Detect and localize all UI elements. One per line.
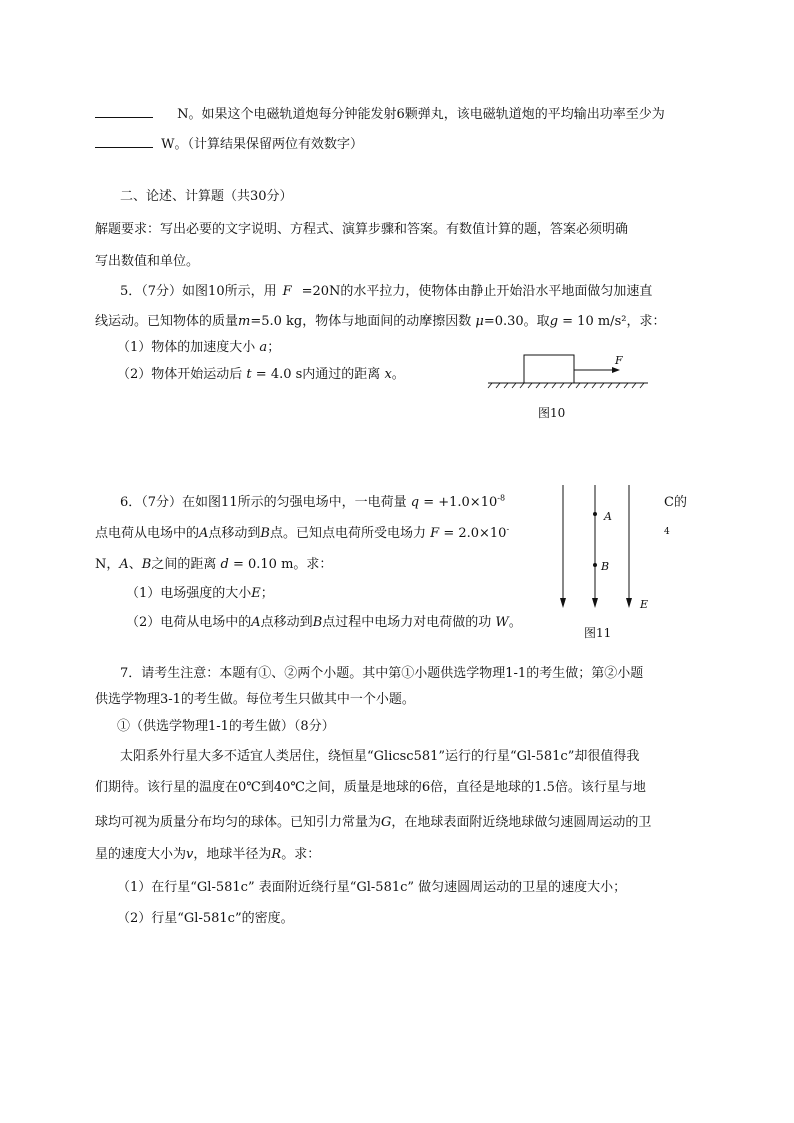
- figure-11-caption: 图11: [584, 626, 612, 640]
- field-label-e: E: [640, 598, 649, 611]
- q7-sub-1: （1）在行星“Gl-581c” 表面附近绕行星“Gl-581c” 做匀速圆周运动的卫星的速度大小；: [117, 880, 627, 895]
- q4-answer-line-1: N。如果这个电磁轨道炮每分钟能发射6颗弹丸，该电磁轨道炮的平均输出功率至少为: [95, 106, 665, 123]
- q6-exponent-tail: 4: [664, 527, 670, 537]
- field-line-1: [560, 485, 566, 608]
- answer-blank[interactable]: [95, 106, 153, 118]
- field-line-2: [592, 485, 598, 608]
- instructions-line-1: 解题要求：写出必要的文字说明、方程式、演算步骤和答案。有数值计算的题，答案必须明确: [95, 222, 629, 237]
- q4-answer-line-2: W。（计算结果保留两位有效数字）: [95, 136, 363, 153]
- q7-para-2: 们期待。该行星的温度在0℃到40℃之间，质量是地球的6倍，直径是地球的1.5倍。该行星与地: [95, 780, 646, 795]
- q6-sub-2: （2）电荷从电场中的A点移动到B点过程中电场力对电荷做的功 W。: [126, 615, 522, 630]
- ground-hatch: [488, 383, 644, 388]
- q5-sub-1: （1）物体的加速度大小 a；: [117, 340, 281, 355]
- figure-11: [550, 485, 660, 615]
- q5-line-2: 线运动。已知物体的质量m=5.0 kg，物体与地面间的动摩擦因数 μ=0.30。取g = 10 m/s²，求：: [95, 314, 666, 329]
- point-a: [593, 512, 597, 516]
- q7-para-1: 太阳系外行星大多不适宜人类居住，绕恒星“Glicsc581”运行的行星“Gl-581c”却很值得我: [120, 749, 640, 764]
- q5-line-1: 5．（7分）如图10所示，用 F =20N的水平拉力，使物体由静止开始沿水平地面做匀加速直: [120, 284, 653, 299]
- q7-para-3: 球均可视为质量分布均匀的球体。已知引力常量为G，在地球表面附近绕地球做匀速圆周运动的卫: [95, 815, 652, 830]
- figure-10: [488, 350, 648, 390]
- q7-sub-title: ①（供选学物理1-1的考生做）（8分）: [117, 719, 335, 734]
- q7-line-2: 供选学物理3-1的考生做。每位考生只做其中一个小题。: [95, 692, 415, 707]
- point-b-label: B: [601, 560, 610, 573]
- force-label: F: [615, 354, 623, 367]
- force-arrowhead: [612, 367, 620, 373]
- q6-unit-c: C的: [664, 495, 687, 510]
- q6-line-2: 点电荷从电场中的A点移动到B点。已知点电荷所受电场力 F = 2.0×10-: [95, 524, 510, 541]
- field-line-3: [626, 485, 632, 608]
- q6-line-1: 6．（7分）在如图11所示的匀强电场中，一电荷量 $q = +1.0\times 10^{-8}$: [120, 493, 506, 510]
- figure-10-caption: 图10: [538, 406, 566, 420]
- q6-sub-1: （1）电场强度的大小E；: [126, 586, 274, 601]
- point-a-label: A: [604, 510, 612, 523]
- q7-line-1: 7．请考生注意：本题有①、②两个小题。其中第①小题供选学物理1-1的考生做；第②小题: [120, 666, 644, 681]
- point-b: [593, 563, 597, 567]
- q6-line-3: N，A、B之间的距离 d = 0.10 m。求：: [95, 557, 333, 572]
- block: [524, 355, 574, 383]
- q5-sub-2: （2）物体开始运动后 t = 4.0 s内通过的距离 x。: [117, 367, 405, 382]
- q7-sub-2: （2）行星“Gl-581c”的密度。: [117, 911, 294, 926]
- answer-blank[interactable]: [95, 136, 153, 148]
- section-title: 二、论述、计算题（共30分）: [120, 189, 293, 204]
- instructions-line-2: 写出数值和单位。: [95, 254, 200, 269]
- q7-para-4: 星的速度大小为v，地球半径为R。求：: [95, 847, 321, 862]
